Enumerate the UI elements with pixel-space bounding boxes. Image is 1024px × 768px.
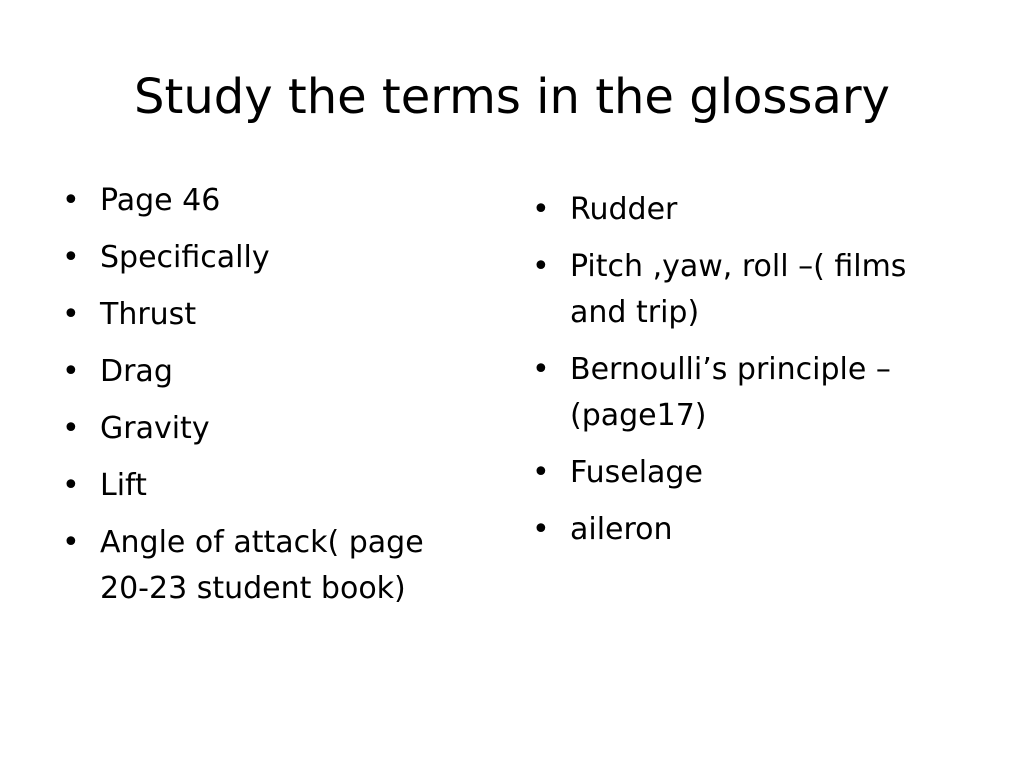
slide-title: Study the terms in the glossary — [134, 69, 890, 125]
bullet-icon: • — [532, 455, 550, 490]
bullet-icon: • — [532, 352, 550, 387]
bullet-icon: • — [62, 411, 80, 446]
list-item-text: Lift — [100, 468, 147, 503]
bullet-icon: • — [62, 183, 80, 218]
left-bullet-list — [56, 178, 476, 623]
list-item — [526, 244, 966, 336]
list-item — [526, 187, 966, 233]
bullet-icon: • — [62, 297, 80, 332]
list-item-text: Rudder — [570, 192, 678, 227]
list-item — [56, 463, 476, 509]
bullet-icon: • — [62, 525, 80, 560]
bullet-icon: • — [532, 192, 550, 227]
list-item-text: Drag — [100, 354, 173, 389]
list-item — [56, 292, 476, 338]
bullet-icon: • — [62, 354, 80, 389]
list-item-text: Bernoulli’s principle – (page17) — [570, 352, 891, 433]
list-item-text: Fuselage — [570, 455, 703, 490]
list-item-text: Gravity — [100, 411, 210, 446]
list-item — [56, 349, 476, 395]
list-item — [526, 507, 966, 553]
bullet-icon: • — [62, 468, 80, 503]
list-item-text: Page 46 — [100, 183, 221, 218]
list-item-text: Pitch ,yaw, roll –( films and trip) — [570, 249, 907, 330]
list-item — [56, 235, 476, 281]
list-item-text: aileron — [570, 512, 673, 547]
list-item — [526, 347, 966, 439]
bullet-icon: • — [532, 512, 550, 547]
bullet-icon: • — [532, 249, 550, 284]
list-item-text: Thrust — [100, 297, 197, 332]
bullet-icon: • — [62, 240, 80, 275]
list-item-text: Angle of attack( page 20-23 student book) — [100, 525, 424, 606]
list-item — [56, 178, 476, 224]
list-item — [56, 406, 476, 452]
right-bullet-list — [526, 187, 966, 564]
list-item — [56, 520, 476, 612]
list-item-text: Specifically — [100, 240, 270, 275]
list-item — [526, 450, 966, 496]
